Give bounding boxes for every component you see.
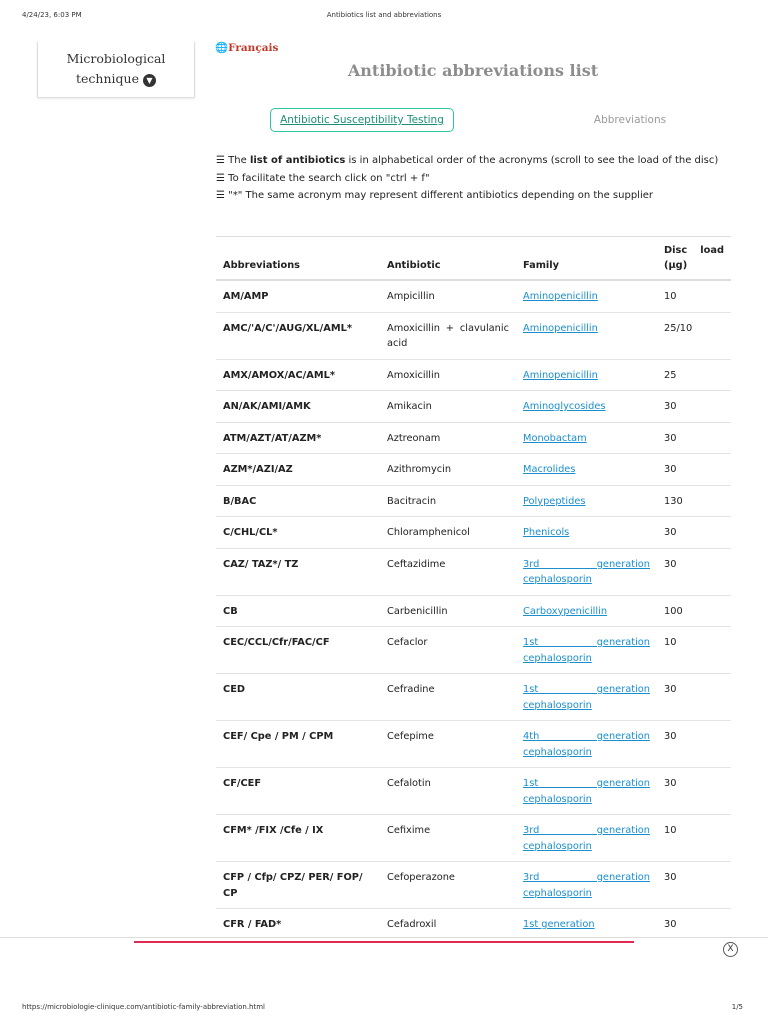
antibiotic-cell: Amoxicillin bbox=[380, 359, 516, 391]
disc-load-cell: 10 bbox=[657, 280, 731, 312]
disc-load-cell: 30 bbox=[657, 517, 731, 549]
antibiotic-cell: Ampicillin bbox=[380, 280, 516, 312]
disc-load-cell: 30 bbox=[657, 721, 731, 768]
antibiotic-cell: Cefaclor bbox=[380, 627, 516, 674]
antibiotic-cell: Bacitracin bbox=[380, 485, 516, 517]
antibiotic-cell: Cefalotin bbox=[380, 768, 516, 815]
table-row bbox=[216, 422, 731, 454]
table-row bbox=[216, 454, 731, 486]
table-row bbox=[216, 768, 731, 815]
abbreviation-cell: AMX/AMOX/AC/AML* bbox=[216, 359, 380, 391]
abbreviation-cell: CFM* /FIX /Cfe / IX bbox=[216, 815, 380, 862]
print-date: 4/24/23, 6:03 PM bbox=[22, 11, 82, 19]
disc-load-cell: 25/10 bbox=[657, 312, 731, 359]
family-link[interactable]: 4th generation cephalosporin bbox=[516, 721, 657, 768]
table-header-row bbox=[216, 237, 731, 281]
globe-icon: 🌐 bbox=[215, 42, 229, 54]
abbreviation-cell: CED bbox=[216, 674, 380, 721]
family-link[interactable]: 1st generation cephalosporin bbox=[516, 768, 657, 815]
menu-lines-icon: ☰ bbox=[216, 172, 225, 184]
column-header-family: Family bbox=[516, 237, 657, 281]
disc-load-cell: 30 bbox=[657, 548, 731, 595]
note-item: ☰ To facilitate the search click on "ctrl + f" bbox=[216, 172, 430, 184]
table-body bbox=[216, 280, 731, 940]
note-item: ☰ The list of antibiotics is in alphabetical order of the acronyms (scroll to see the load of the disc) bbox=[216, 155, 719, 166]
tab-abbreviations[interactable]: Abbreviations bbox=[593, 114, 667, 126]
table-row bbox=[216, 312, 731, 359]
disc-load-cell: 30 bbox=[657, 862, 731, 909]
abbreviation-cell: AM/AMP bbox=[216, 280, 380, 312]
sidebar-menu-label-line2: technique bbox=[76, 71, 139, 86]
disc-load-cell: 30 bbox=[657, 768, 731, 815]
sidebar-menu-microbiological-technique[interactable] bbox=[37, 42, 195, 98]
antibiotic-cell: Cefradine bbox=[380, 674, 516, 721]
family-link[interactable]: Polypeptides bbox=[516, 485, 657, 517]
antibiotic-cell: Cefepime bbox=[380, 721, 516, 768]
antibiotic-cell: Ceftazidime bbox=[380, 548, 516, 595]
table-row bbox=[216, 674, 731, 721]
disc-load-cell: 25 bbox=[657, 359, 731, 391]
column-header-disc-load: Disc load (µg) bbox=[657, 237, 731, 281]
ad-slot[interactable] bbox=[134, 941, 634, 1001]
abbreviations-table bbox=[216, 236, 731, 941]
family-link[interactable]: Aminopenicillin bbox=[516, 312, 657, 359]
print-title: Antibiotics list and abbreviations bbox=[326, 11, 442, 19]
antibiotic-cell: Carbenicillin bbox=[380, 595, 516, 627]
chevron-down-icon[interactable]: ▼ bbox=[143, 74, 156, 87]
disc-load-cell: 30 bbox=[657, 454, 731, 486]
antibiotic-cell: Amikacin bbox=[380, 391, 516, 423]
abbreviation-cell: C/CHL/CL* bbox=[216, 517, 380, 549]
table-row bbox=[216, 627, 731, 674]
print-footer bbox=[0, 1002, 768, 1024]
disc-load-cell: 10 bbox=[657, 627, 731, 674]
antibiotic-cell: Cefixime bbox=[380, 815, 516, 862]
disc-load-cell: 30 bbox=[657, 674, 731, 721]
family-link[interactable]: 1st generation cephalosporin bbox=[516, 627, 657, 674]
language-link-label: Français bbox=[228, 42, 279, 54]
disc-load-cell: 10 bbox=[657, 815, 731, 862]
print-page-number: 1/5 bbox=[731, 1003, 743, 1011]
family-link[interactable]: 3rd generation cephalosporin bbox=[516, 815, 657, 862]
family-link[interactable]: Monobactam bbox=[516, 422, 657, 454]
family-link[interactable]: 1st generation cephalosporin bbox=[516, 674, 657, 721]
language-link[interactable] bbox=[215, 41, 278, 54]
family-link[interactable]: 1st generation bbox=[516, 909, 657, 941]
table-row bbox=[216, 721, 731, 768]
table-row bbox=[216, 815, 731, 862]
abbreviation-cell: CB bbox=[216, 595, 380, 627]
abbreviation-cell: CAZ/ TAZ*/ TZ bbox=[216, 548, 380, 595]
family-link[interactable]: Aminopenicillin bbox=[516, 280, 657, 312]
abbreviation-cell: CF/CEF bbox=[216, 768, 380, 815]
family-link[interactable]: 3rd generation cephalosporin bbox=[516, 548, 657, 595]
menu-lines-icon: ☰ bbox=[216, 190, 225, 201]
abbreviation-cell: ATM/AZT/AT/AZM* bbox=[216, 422, 380, 454]
disc-load-cell: 100 bbox=[657, 595, 731, 627]
antibiotic-cell: Amoxicillin + clavulanic acid bbox=[380, 312, 516, 359]
print-header bbox=[0, 0, 768, 22]
family-link[interactable]: Carboxypenicillin bbox=[516, 595, 657, 627]
table-row bbox=[216, 595, 731, 627]
abbreviation-cell: CFP / Cfp/ CPZ/ PER/ FOP/ CP bbox=[216, 862, 380, 909]
family-link[interactable]: Macrolides bbox=[516, 454, 657, 486]
table-row bbox=[216, 280, 731, 312]
abbreviation-cell: AZM*/AZI/AZ bbox=[216, 454, 380, 486]
family-link[interactable]: Aminoglycosides bbox=[516, 391, 657, 423]
antibiotic-cell: Aztreonam bbox=[380, 422, 516, 454]
antibiotic-cell: Chloramphenicol bbox=[380, 517, 516, 549]
notes-list bbox=[216, 152, 718, 205]
sidebar-menu-label-line1: Microbiological bbox=[66, 51, 166, 66]
tab-antibiotic-susceptibility-testing[interactable]: Antibiotic Susceptibility Testing bbox=[270, 108, 454, 132]
disc-load-cell: 30 bbox=[657, 391, 731, 423]
note-item: ☰ "*" The same acronym may represent different antibiotics depending on the supplier bbox=[216, 190, 653, 201]
family-link[interactable]: 3rd generation cephalosporin bbox=[516, 862, 657, 909]
family-link[interactable]: Aminopenicillin bbox=[516, 359, 657, 391]
table-row bbox=[216, 862, 731, 909]
table-row bbox=[216, 517, 731, 549]
print-url: https://microbiologie-clinique.com/antibiotic-family-abbreviation.html bbox=[22, 1003, 265, 1011]
page-title: Antibiotic abbreviations list bbox=[347, 61, 599, 80]
ad-banner bbox=[0, 937, 768, 1001]
table-row bbox=[216, 391, 731, 423]
antibiotic-cell: Azithromycin bbox=[380, 454, 516, 486]
family-link[interactable]: Phenicols bbox=[516, 517, 657, 549]
table-row bbox=[216, 485, 731, 517]
abbreviation-cell: AMC/'A/C'/AUG/XL/AML* bbox=[216, 312, 380, 359]
abbreviation-cell: AN/AK/AMI/AMK bbox=[216, 391, 380, 423]
column-header-antibiotic: Antibiotic bbox=[380, 237, 516, 281]
column-header-abbreviations: Abbreviations bbox=[216, 237, 380, 281]
table-row bbox=[216, 548, 731, 595]
abbreviation-cell: B/BAC bbox=[216, 485, 380, 517]
abbreviation-cell: CFR / FAD* bbox=[216, 909, 380, 941]
menu-lines-icon: ☰ bbox=[216, 155, 225, 166]
table-row bbox=[216, 359, 731, 391]
disc-load-cell: 30 bbox=[657, 909, 731, 941]
antibiotic-cell: Cefoperazone bbox=[380, 862, 516, 909]
disc-load-cell: 30 bbox=[657, 422, 731, 454]
antibiotic-cell: Cefadroxil bbox=[380, 909, 516, 941]
table-row bbox=[216, 909, 731, 941]
abbreviation-cell: CEF/ Cpe / PM / CPM bbox=[216, 721, 380, 768]
close-icon[interactable]: X bbox=[723, 942, 738, 957]
abbreviation-cell: CEC/CCL/Cfr/FAC/CF bbox=[216, 627, 380, 674]
disc-load-cell: 130 bbox=[657, 485, 731, 517]
